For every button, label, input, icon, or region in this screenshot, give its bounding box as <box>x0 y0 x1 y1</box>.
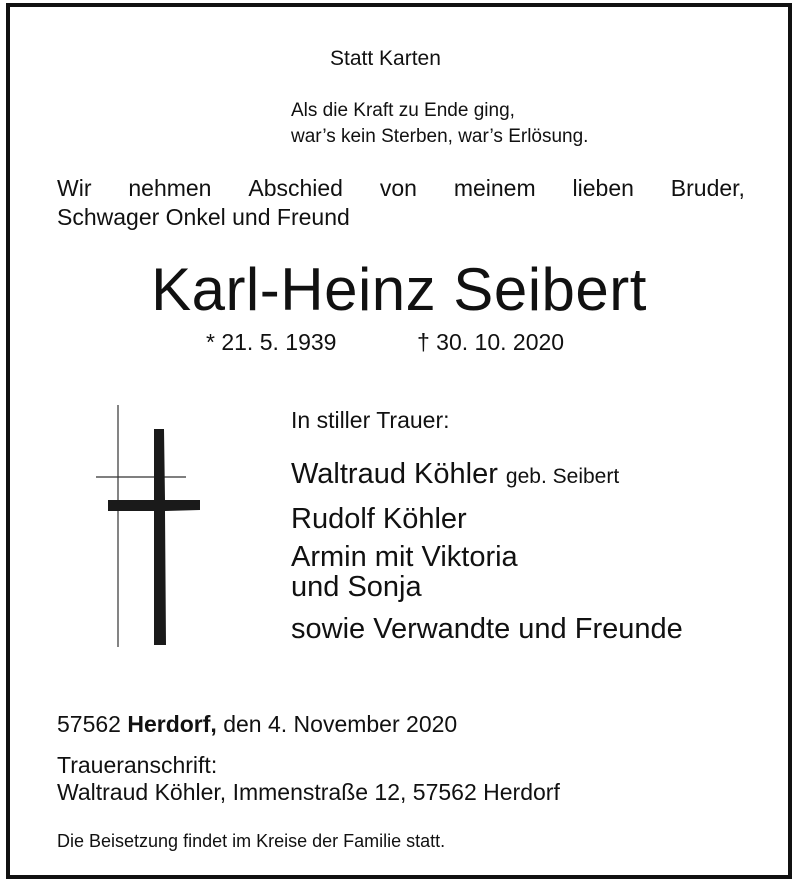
intro-text <box>57 174 745 232</box>
deceased-name: Karl-Heinz Seibert <box>151 256 647 323</box>
mourner: sowie Verwandte und Freunde <box>291 613 683 645</box>
address-label: Traueranschrift: <box>57 752 218 778</box>
date: den 4. November 2020 <box>223 711 458 737</box>
address-text: Waltraud Köhler, Immenstraße 12, 57562 Herdorf <box>57 779 560 805</box>
intro-line-2: Schwager Onkel und Freund <box>57 204 350 230</box>
city: Herdorf, <box>127 711 217 737</box>
obituary-notice <box>6 3 792 879</box>
mourners-list <box>291 453 683 650</box>
cross-icon <box>90 405 210 655</box>
mourner <box>291 453 683 498</box>
quote-line-2: war’s kein Sterben, war’s Erlösung. <box>291 126 589 147</box>
quote-line-1: Als die Kraft zu Ende ging, <box>291 100 515 121</box>
maiden-name-note: geb. Seibert <box>505 465 620 488</box>
place-date <box>57 711 457 738</box>
intro-word: Abschied <box>248 175 343 201</box>
mourner: Rudolf Köhler <box>291 503 467 535</box>
intro-word: Bruder, <box>670 175 745 201</box>
mourning-address <box>57 752 560 806</box>
death-date: † 30. 10. 2020 <box>417 329 565 355</box>
intro-word: von <box>379 175 417 201</box>
mourning-label: In stiller Trauer: <box>291 407 450 433</box>
mourner-line: und Sonja <box>291 571 422 603</box>
quote <box>291 98 588 150</box>
intro-word: meinem <box>453 175 536 201</box>
birth-date: * 21. 5. 1939 <box>206 329 337 355</box>
zip-code: 57562 <box>57 711 121 737</box>
burial-note: Die Beisetzung findet im Kreise der Familie statt. <box>57 831 446 851</box>
header-text: Statt Karten <box>330 47 441 70</box>
intro-word: lieben <box>572 175 634 201</box>
mourner-line: Armin mit Viktoria <box>291 541 518 573</box>
intro-word: nehmen <box>128 175 212 201</box>
mourner <box>291 540 683 602</box>
intro-word: Wir <box>57 175 92 201</box>
intro-line-1 <box>57 174 745 203</box>
mourner-name: Waltraud Köhler <box>291 458 498 490</box>
